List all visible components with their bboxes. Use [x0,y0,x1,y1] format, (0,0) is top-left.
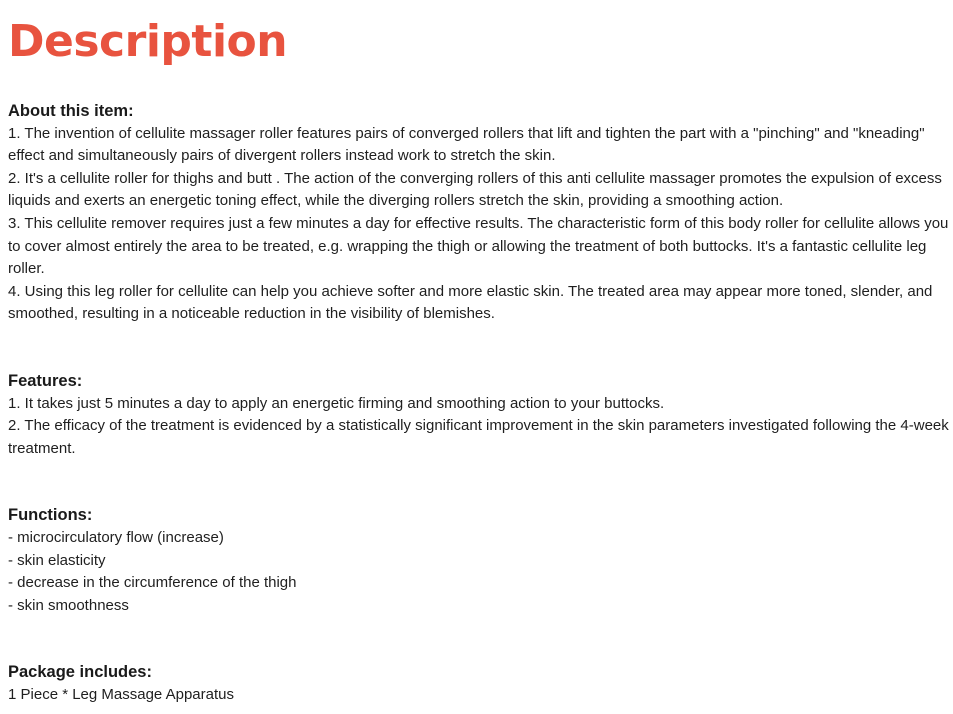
section-heading: About this item: [8,102,134,120]
list-item: 2. The efficacy of the treatment is evidenced by a statistically significant improvement in the skin parameters investigated following the 4-week treatment. [8,417,953,457]
section-heading: Features: [8,371,83,390]
description-content [8,100,953,706]
section-heading: Functions: [8,506,93,525]
section-heading: Package includes: [8,663,152,682]
list-item: 1. The invention of cellulite massager roller features pairs of converged rollers that lift and tighten the part with a "pinching" and "kneading" effect and simultaneously pairs of divergent rollers instead work to stretch the skin. [8,124,929,165]
list-item: - skin smoothness [8,596,129,614]
section-package [8,661,950,706]
list-item: 4. Using this leg roller for cellulite can help you achieve softer and more elastic skin. The treated area may appear more toned, slender, and smoothed, resulting in a noticeable reduction in the visibility of blemishes. [8,282,937,323]
section-functions [8,504,950,617]
section-about [8,100,953,326]
list-item: - skin elasticity [8,551,106,569]
list-item: 1 Piece * Leg Massage Apparatus [8,685,234,703]
section-features [8,370,953,460]
list-item: - decrease in the circumference of the thigh [8,574,297,592]
list-item: 1. It takes just 5 minutes a day to apply an energetic firming and smoothing action to your buttocks. [8,394,665,412]
page-title: Description [8,16,288,67]
list-item: 3. This cellulite remover requires just a few minutes a day for effective results. The characteristic form of this body roller for cellulite allows you to cover almost entirely the area to be treated, e.g. wrapping the thigh or allowing the treatment of both buttocks. It's a fantastic cellulite leg roller. [8,214,953,278]
list-item: - microcirculatory flow (increase) [8,528,224,546]
list-item: 2. It's a cellulite roller for thighs and butt . The action of the converging rollers of this anti cellulite massager promotes the expulsion of excess liquids and exerts an energetic toning effect, while the diverging rollers stretch the skin, providing a smoothing action. [8,169,947,210]
